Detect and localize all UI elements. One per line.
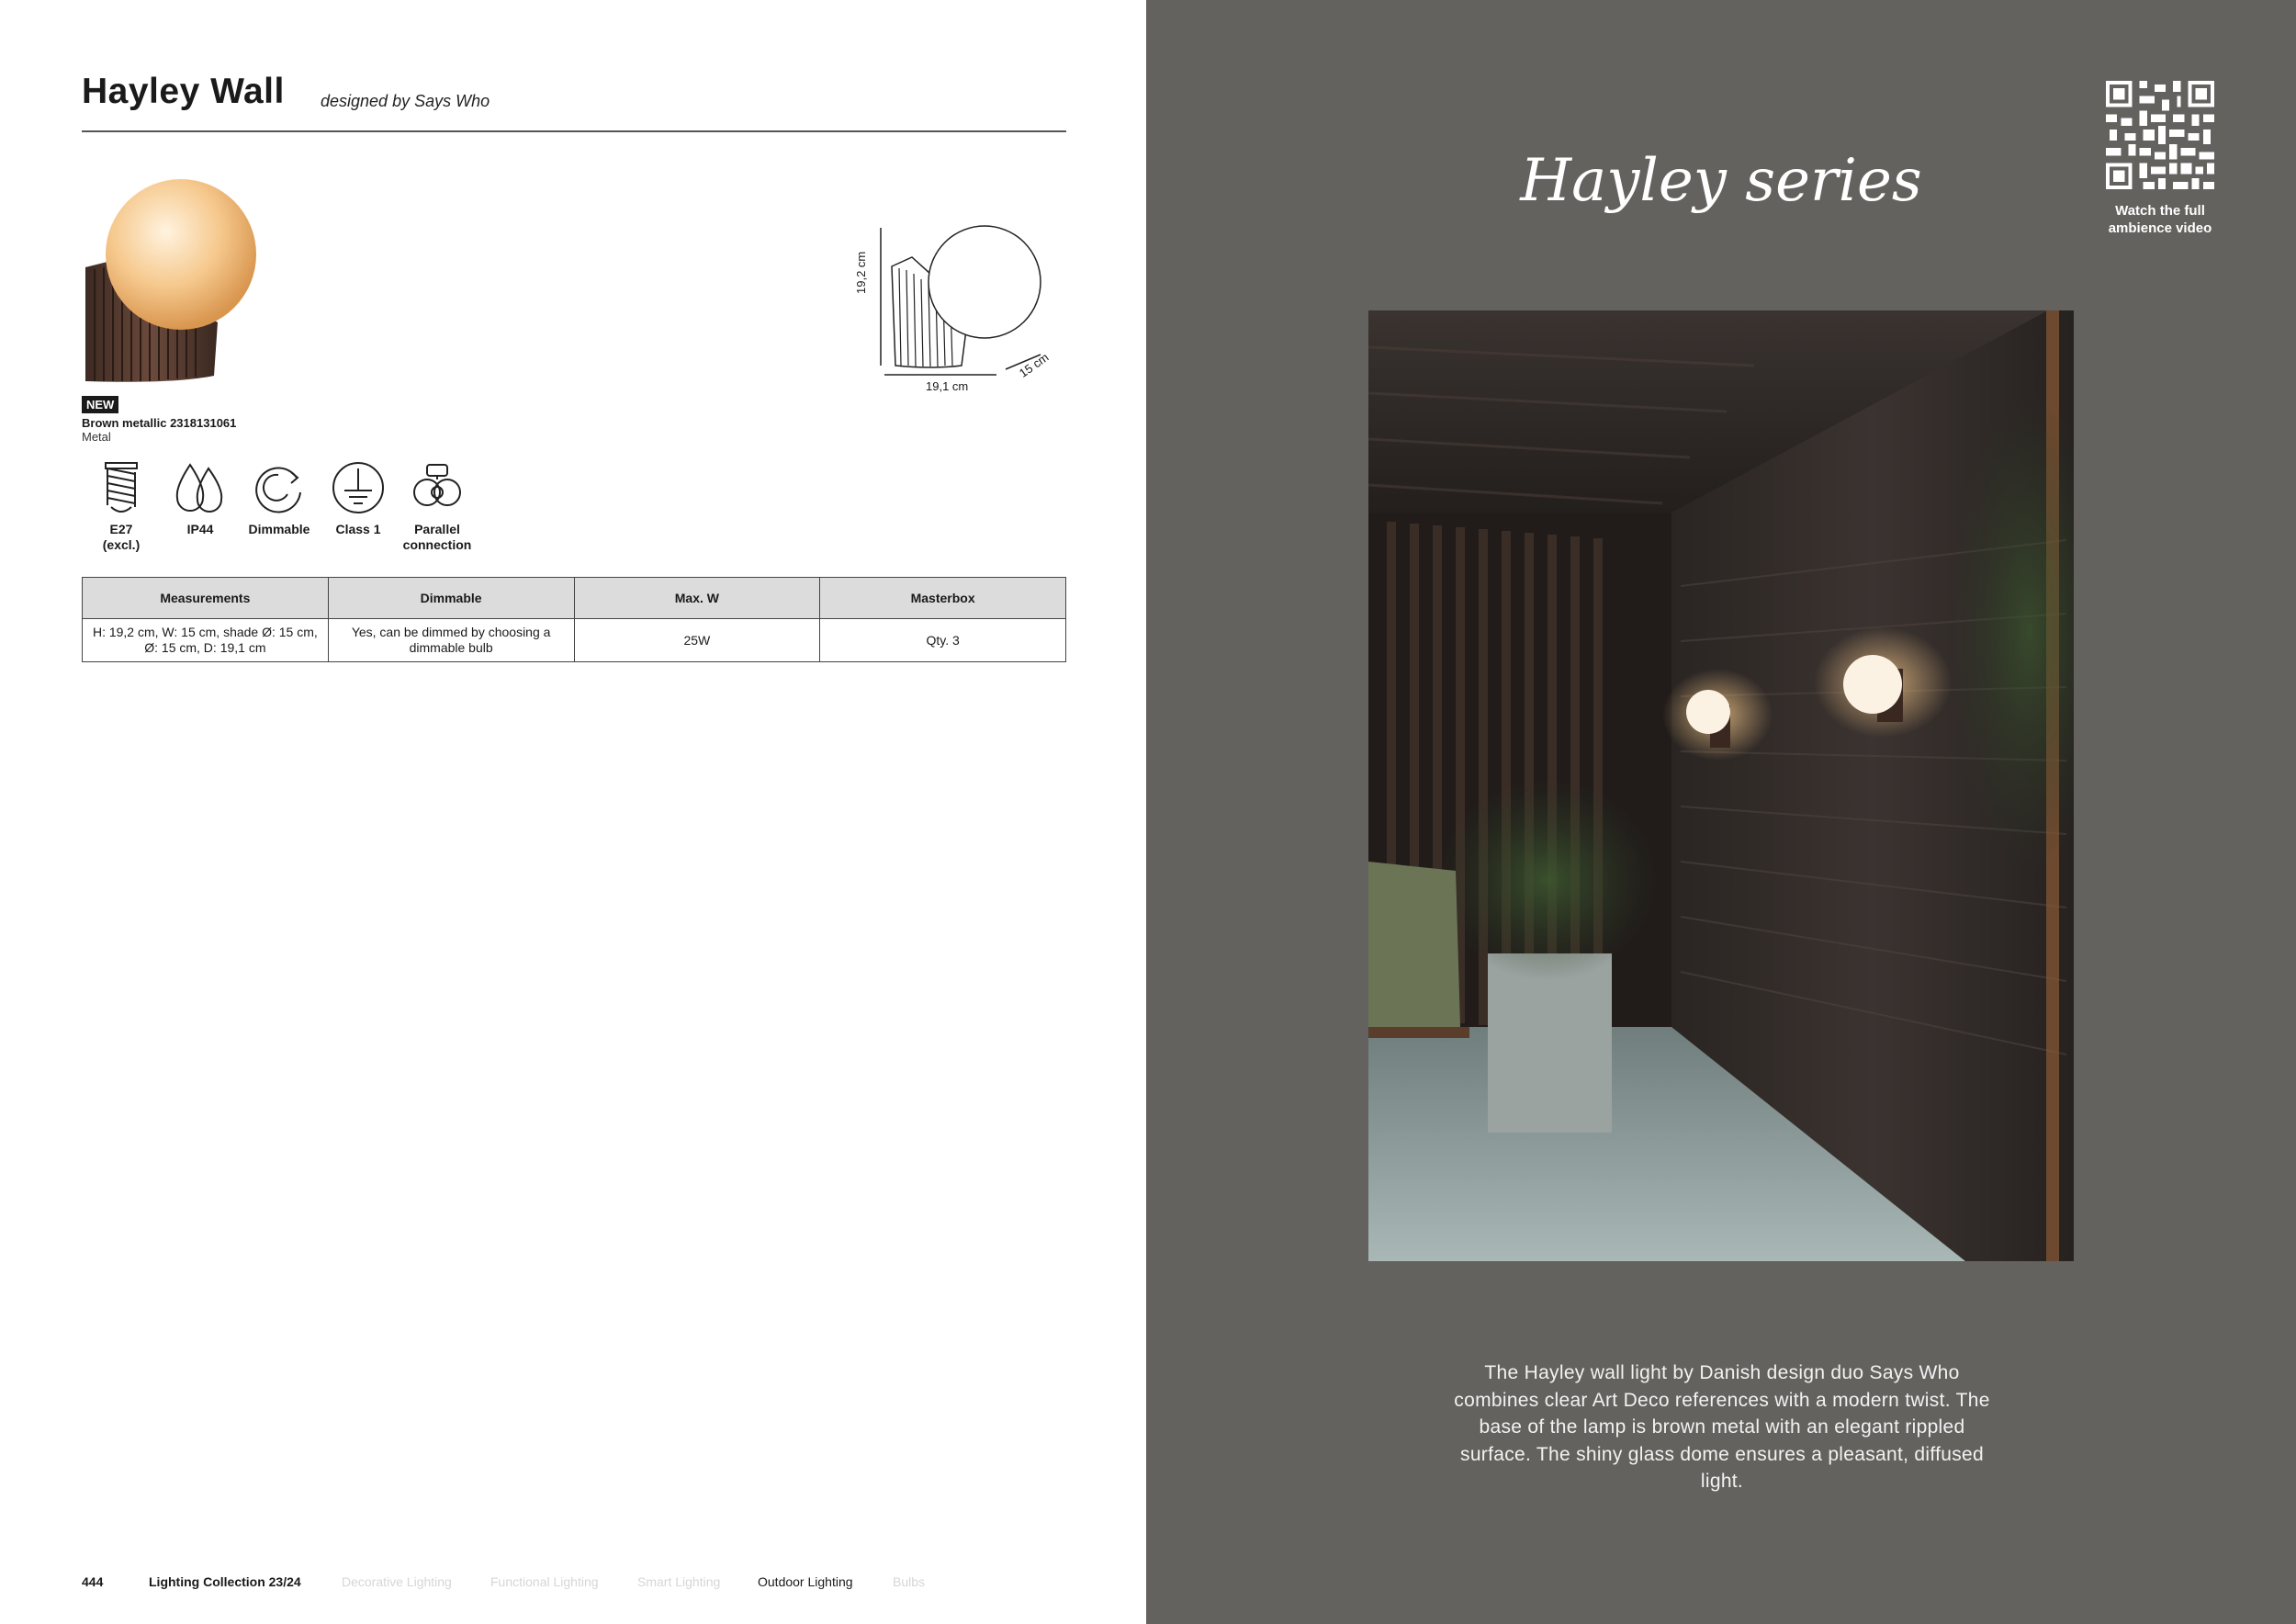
ambience-photo	[1368, 310, 2074, 1261]
feature-label: Parallel connection	[402, 522, 472, 552]
qr-code-icon[interactable]	[2106, 81, 2214, 189]
variant-label: Brown metallic 2318131061	[82, 416, 237, 430]
spec-cell: Yes, can be dimmed by choosing a dimmable bulb	[328, 619, 574, 662]
feature-label: Dimmable	[248, 522, 310, 536]
footer-section-link[interactable]: Smart Lighting	[637, 1574, 721, 1589]
feature-ip44	[161, 459, 240, 553]
spec-table	[82, 577, 1066, 662]
product-title: Hayley Wall	[82, 72, 285, 111]
ip44-drops-icon	[172, 459, 229, 516]
feature-e27	[82, 459, 161, 553]
dimension-width: 19,1 cm	[926, 379, 969, 393]
spec-header: Max. W	[574, 578, 820, 619]
series-description: The Hayley wall light by Danish design duo Says Who combines clear Art Deco references with a modern twist. The base of the lamp is brown metal with an elegant rippled surface. The shiny glass dome ensures a pleasant, diffused light.	[1454, 1362, 1990, 1492]
new-badge: NEW	[82, 396, 118, 413]
title-divider	[82, 130, 1066, 132]
feature-label: Class 1	[335, 522, 381, 536]
feature-class1	[319, 459, 398, 553]
e27-bulb-icon	[93, 459, 150, 516]
spec-header: Masterbox	[820, 578, 1066, 619]
footer-section-link[interactable]: Functional Lighting	[490, 1574, 599, 1589]
spec-row	[83, 619, 1066, 662]
spec-cell: Qty. 3	[820, 619, 1066, 662]
footer-section-active[interactable]: Outdoor Lighting	[758, 1574, 853, 1589]
series-title: Hayley series	[1520, 147, 1922, 215]
feature-label: E27 (excl.)	[102, 522, 141, 552]
class1-ground-icon	[330, 459, 387, 516]
spec-header: Dimmable	[328, 578, 574, 619]
page-number: 444	[82, 1574, 104, 1589]
feature-label: IP44	[186, 522, 214, 536]
footer-section-link[interactable]: Bulbs	[893, 1574, 926, 1589]
spec-header: Measurements	[83, 578, 329, 619]
parallel-connection-icon	[409, 459, 466, 516]
designer-credit: designed by Says Who	[321, 92, 490, 110]
product-photo	[82, 177, 265, 384]
dimension-depth: 15 cm	[1016, 350, 1052, 380]
product-page	[0, 0, 1146, 1624]
spec-cell: H: 19,2 cm, W: 15 cm, shade Ø: 15 cm, Ø: 15 cm, D: 19,1 cm	[83, 619, 329, 662]
material-label: Metal	[82, 430, 111, 444]
feature-icons	[82, 459, 477, 553]
collection-name: Lighting Collection 23/24	[149, 1574, 301, 1589]
spec-cell: 25W	[574, 619, 820, 662]
dimension-height: 19,2 cm	[854, 251, 868, 294]
feature-parallel	[398, 459, 477, 553]
qr-caption: Watch the full ambience video	[2108, 203, 2212, 236]
footer-section-link[interactable]: Decorative Lighting	[342, 1574, 452, 1589]
feature-dimmable	[240, 459, 319, 553]
dimmable-icon	[251, 459, 308, 516]
spec-header-row	[83, 578, 1066, 619]
